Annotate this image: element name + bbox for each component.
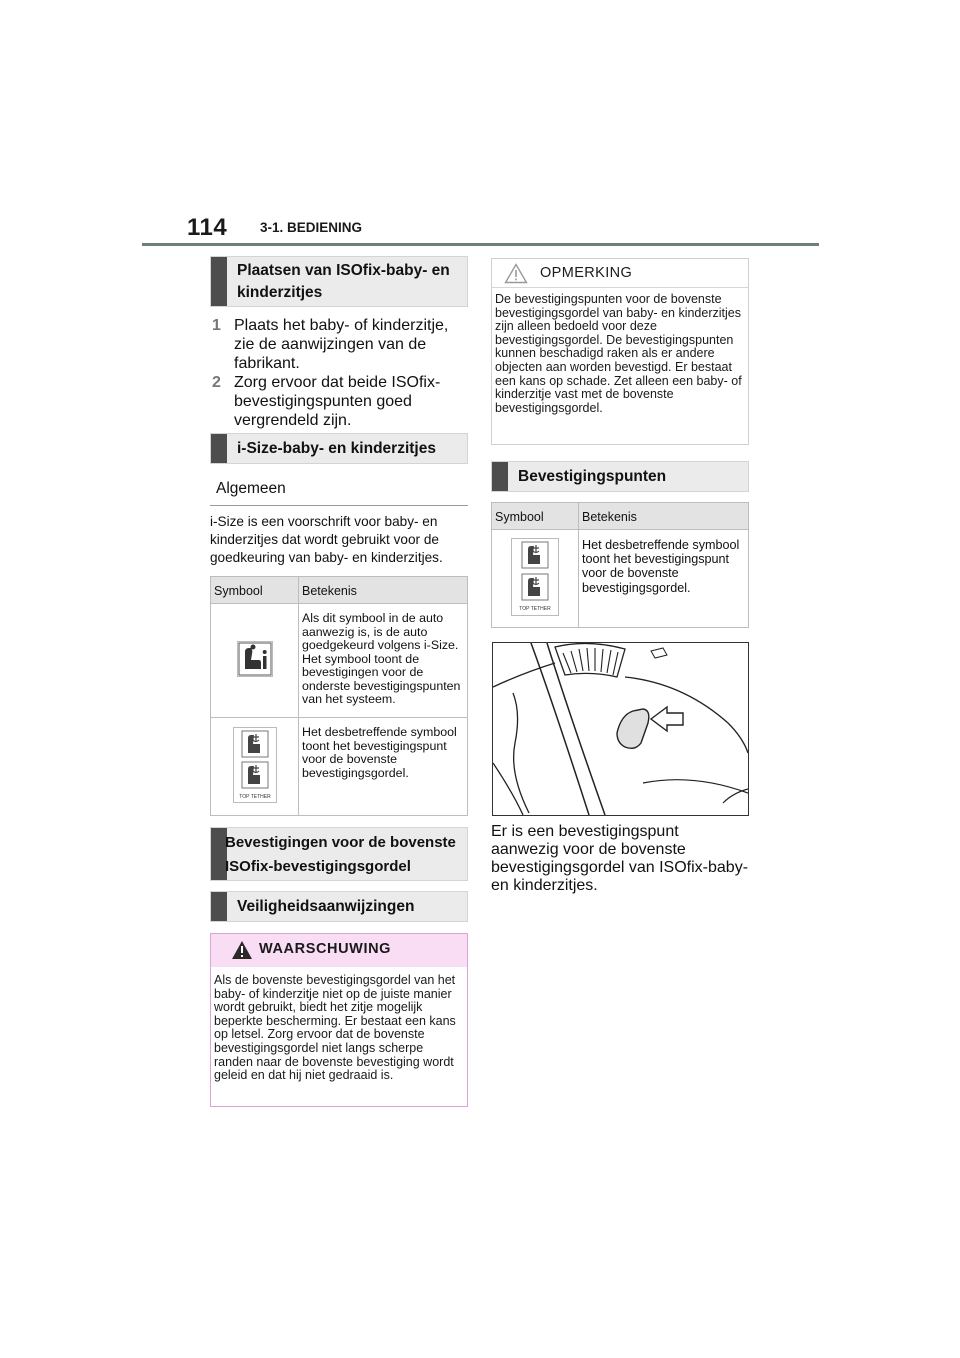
table-header-meaning: Betekenis (579, 503, 749, 530)
top-tether-icon (511, 538, 559, 616)
table-cell-meaning: Het desbetreffende symbool toont het bevestigingspunt voor de bovenste bevestigingsgordel. (579, 530, 749, 628)
table-row (492, 530, 749, 628)
section-heading-isize (210, 433, 468, 464)
svg-text:TOP TETHER: TOP TETHER (238, 794, 271, 801)
header-divider (142, 243, 819, 246)
step-list (212, 316, 468, 430)
section-heading-text: i-Size-baby- en kinderzitjes (237, 440, 436, 457)
note-label: OPMERKING (540, 265, 633, 281)
warning-label: WAARSCHUWING (259, 941, 392, 957)
table-header-meaning: Betekenis (299, 577, 468, 604)
note-text: De bevestigingspunten voor de bovenste bevestigingsgordel van baby- en kinderzitjes zijn alleen bedoeld voor deze bevestigingsgordel. De bevestigingspunten kunnen beschadigd raken als er andere objecten aan worden bevestigd. Er bestaat een kans op schade. Zet alleen een baby- of kinderzitje vast met de bovenste bevestigingsgordel. (495, 292, 742, 415)
top-tether-icon (233, 727, 277, 803)
warning-box (210, 933, 468, 1107)
note-box (491, 258, 749, 445)
table-cell-meaning: Als dit symbool in de auto aanwezig is, is de auto goedgekeurd volgens i-Size. Het symbool toont de bevestigingen voor de onderste bevestigingspunten van het systeem. (299, 604, 468, 718)
section-heading-safety (210, 891, 468, 922)
symbol-table-right (491, 502, 749, 628)
warning-text: Als de bovenste bevestigingsgordel van het baby- of kinderzitje niet op de juiste manier wordt gebruikt, biedt het zitje mogelijk beperkte bescherming. Er bestaat een kans op letsel. Zorg ervoor dat de bovenste bevestigingsgordel niet langs scherpe randen naar de bovenste bevestiging wordt geleid en dat hij niet gedraaid is. (214, 973, 456, 1083)
section-heading-anchors (491, 461, 749, 492)
symbol-table-left (210, 576, 468, 816)
section-heading-isofix (210, 256, 468, 307)
page-number: 114 (187, 214, 228, 241)
section-heading-text: Bevestigingspunten (518, 468, 667, 485)
illustration-caption: Er is een bevestigingspunt aanwezig voor de bovenste bevestigingsgordel van ISOfix-baby- en kinderzitjes. (491, 823, 749, 894)
table-row (211, 604, 468, 718)
table-row (211, 718, 468, 816)
step-item: 1 Plaats het baby- of kinderzitje, zie de aanwijzingen van de fabrikant. (212, 317, 449, 372)
section-heading-top-tether (210, 827, 468, 881)
subheading-divider (210, 505, 468, 506)
svg-text:TOP TETHER: TOP TETHER (519, 606, 551, 613)
chapter-title: 3-1. BEDIENING (260, 220, 363, 235)
caution-triangle-icon (504, 263, 528, 284)
isize-seat-icon (237, 641, 273, 677)
section-heading-text: Veiligheidsaanwijzingen (237, 898, 415, 915)
step-item: 2 Zorg ervoor dat beide ISOfix-bevestigingspunten goed vergrendeld zijn. (212, 374, 441, 429)
section-heading-text: Bevestigingen voor de bovenste ISOfix-bevestigingsgordel (225, 834, 456, 875)
warning-triangle-icon (231, 940, 253, 960)
table-header-symbol: Symbool (492, 503, 579, 530)
table-header-symbol: Symbool (211, 577, 299, 604)
anchor-point-illustration (492, 642, 749, 816)
table-cell-meaning: Het desbetreffende symbool toont het bevestigingspunt voor de bovenste bevestigingsgordel. (299, 718, 468, 816)
section-heading-text: Plaatsen van ISOfix-baby- en kinderzitjes (237, 262, 450, 301)
subheading-algemeen: Algemeen (216, 480, 286, 497)
isize-paragraph: i-Size is een voorschrift voor baby- en kinderzitjes dat wordt gebruikt voor de goedkeuring van baby- en kinderzitjes. (210, 514, 443, 565)
